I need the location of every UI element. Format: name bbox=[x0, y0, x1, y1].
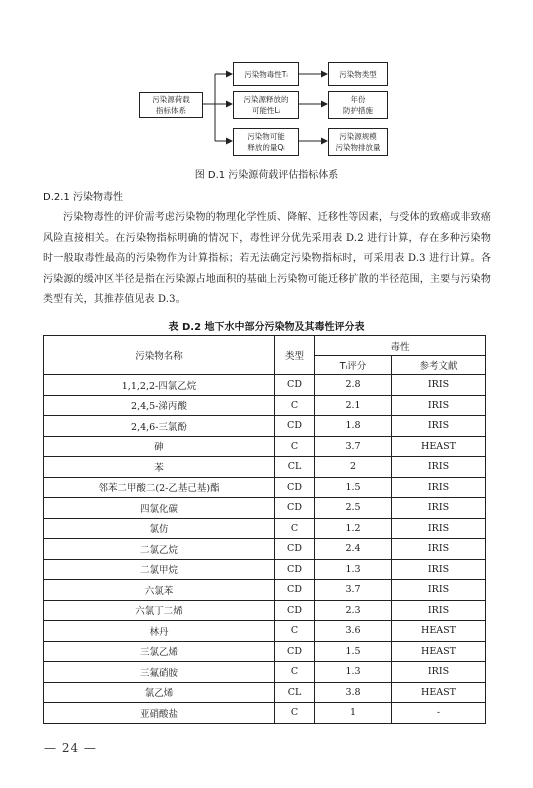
cell-type: CD bbox=[275, 375, 315, 396]
cell-type: CD bbox=[275, 641, 315, 662]
cell-score: 3.7 bbox=[315, 580, 392, 601]
cell-score: 2.5 bbox=[315, 498, 392, 519]
cell-score: 1.2 bbox=[315, 518, 392, 539]
cell-name: 六氯苯 bbox=[44, 580, 275, 601]
cell-reference: IRIS bbox=[392, 539, 486, 560]
cell-type: C bbox=[275, 518, 315, 539]
cell-type: CD bbox=[275, 498, 315, 519]
cell-score: 1 bbox=[315, 703, 392, 724]
cell-score: 1.3 bbox=[315, 662, 392, 683]
cell-name: 六氯丁二烯 bbox=[44, 600, 275, 621]
cell-reference: IRIS bbox=[392, 477, 486, 498]
diagram-box-toxicity: 污染物毒性Tᵢ bbox=[233, 62, 299, 86]
cell-name: 亚硝酸盐 bbox=[44, 703, 275, 724]
cell-score: 3.6 bbox=[315, 621, 392, 642]
diagram-box-amount: 污染物可能 释放的量Qᵢ bbox=[233, 128, 299, 156]
cell-type: CD bbox=[275, 477, 315, 498]
cell-reference: HEAST bbox=[392, 682, 486, 703]
table-row bbox=[44, 682, 486, 703]
cell-score: 2.3 bbox=[315, 600, 392, 621]
cell-name: 三氯乙烯 bbox=[44, 641, 275, 662]
cell-score: 3.7 bbox=[315, 436, 392, 457]
table-row bbox=[44, 703, 486, 724]
figure-caption: 图 D.1 污染源荷载评估指标体系 bbox=[194, 170, 339, 181]
cell-name: 三氟硝胺 bbox=[44, 662, 275, 683]
cell-score: 3.8 bbox=[315, 682, 392, 703]
cell-type: CD bbox=[275, 416, 315, 437]
cell-type: CD bbox=[275, 600, 315, 621]
cell-name: 苯 bbox=[44, 457, 275, 478]
diagram-box-year: 年份 防护措施 bbox=[328, 91, 388, 119]
cell-reference: IRIS bbox=[392, 600, 486, 621]
table-caption: 表 D.2 地下水中部分污染物及其毒性评分表 bbox=[168, 322, 365, 333]
cell-reference: IRIS bbox=[392, 662, 486, 683]
cell-score: 1.8 bbox=[315, 416, 392, 437]
cell-reference: - bbox=[392, 703, 486, 724]
cell-name: 二氯乙烷 bbox=[44, 539, 275, 560]
cell-type: CL bbox=[275, 682, 315, 703]
cell-name: 2,4,5-涕丙酸 bbox=[44, 395, 275, 416]
cell-reference: HEAST bbox=[392, 621, 486, 642]
page-number: — 24 — bbox=[44, 741, 97, 755]
diagram-box-likelihood: 污染源释放的 可能性Lᵢ bbox=[233, 91, 299, 119]
cell-type: C bbox=[275, 395, 315, 416]
cell-score: 2.4 bbox=[315, 539, 392, 560]
table-row bbox=[44, 621, 486, 642]
diagram-box-source: 污染源荷载 指标体系 bbox=[139, 92, 203, 118]
table-body bbox=[44, 375, 486, 724]
cell-type: C bbox=[275, 436, 315, 457]
table-row bbox=[44, 539, 486, 560]
cell-type: C bbox=[275, 621, 315, 642]
cell-reference: IRIS bbox=[392, 416, 486, 437]
body-paragraph: 污染物毒性的评价需考虑污染物的物理化学性质、降解、迁移性等因素，与受体的致癌或非致癌风险直接相关。在污染物指标明确的情况下，毒性评分优先采用表 D.2 进行计算，存在多种污染物时一般取毒性最高的污染物作为计算指标；若无法确定污染物指标时，可采用表 D.3 进行计算。各污染源的缓冲区半径是指在污染源占地面积的基础上污染物可能迁移扩散的半径范围，主要与污染物类型有关，其推荐值见表 D.3。 bbox=[43, 212, 491, 305]
cell-reference: IRIS bbox=[392, 518, 486, 539]
table-row bbox=[44, 498, 486, 519]
cell-reference: IRIS bbox=[392, 580, 486, 601]
cell-reference: IRIS bbox=[392, 375, 486, 396]
table-row bbox=[44, 416, 486, 437]
header-toxicity: 毒性 bbox=[315, 336, 486, 356]
cell-score: 2.8 bbox=[315, 375, 392, 396]
cell-type: CD bbox=[275, 580, 315, 601]
diagram-box-type: 污染物类型 bbox=[328, 62, 388, 86]
table-row bbox=[44, 375, 486, 396]
cell-type: C bbox=[275, 703, 315, 724]
cell-reference: HEAST bbox=[392, 436, 486, 457]
cell-type: CL bbox=[275, 457, 315, 478]
cell-name: 四氯化碳 bbox=[44, 498, 275, 519]
cell-reference: IRIS bbox=[392, 457, 486, 478]
table-row bbox=[44, 641, 486, 662]
header-score: Tᵢ评分 bbox=[315, 356, 392, 375]
cell-name: 氯乙烯 bbox=[44, 682, 275, 703]
cell-name: 林丹 bbox=[44, 621, 275, 642]
table-row bbox=[44, 395, 486, 416]
header-name: 污染物名称 bbox=[44, 336, 275, 375]
table-row bbox=[44, 559, 486, 580]
cell-name: 二氯甲烷 bbox=[44, 559, 275, 580]
cell-name: 1,1,2,2-四氯乙烷 bbox=[44, 375, 275, 396]
diagram-box-scale: 污染源规模 污染物排放量 bbox=[328, 128, 388, 156]
toxicity-table bbox=[43, 335, 486, 724]
indicator-system-diagram bbox=[0, 0, 533, 165]
header-type: 类型 bbox=[275, 336, 315, 375]
cell-type: CD bbox=[275, 559, 315, 580]
cell-type: CD bbox=[275, 539, 315, 560]
table-row bbox=[44, 477, 486, 498]
cell-score: 1.3 bbox=[315, 559, 392, 580]
cell-reference: IRIS bbox=[392, 395, 486, 416]
table-row bbox=[44, 580, 486, 601]
table-row bbox=[44, 662, 486, 683]
cell-type: C bbox=[275, 662, 315, 683]
cell-reference: IRIS bbox=[392, 498, 486, 519]
table-row bbox=[44, 457, 486, 478]
cell-reference: HEAST bbox=[392, 641, 486, 662]
table-row bbox=[44, 600, 486, 621]
cell-score: 1.5 bbox=[315, 477, 392, 498]
cell-name: 氯仿 bbox=[44, 518, 275, 539]
cell-score: 2.1 bbox=[315, 395, 392, 416]
cell-name: 邻苯二甲酸二(2-乙基己基)酯 bbox=[44, 477, 275, 498]
table-row bbox=[44, 518, 486, 539]
table-row bbox=[44, 436, 486, 457]
cell-name: 砷 bbox=[44, 436, 275, 457]
cell-name: 2,4,6-三氯酚 bbox=[44, 416, 275, 437]
cell-score: 1.5 bbox=[315, 641, 392, 662]
cell-reference: IRIS bbox=[392, 559, 486, 580]
cell-score: 2 bbox=[315, 457, 392, 478]
section-heading: D.2.1 污染物毒性 bbox=[43, 192, 123, 203]
header-reference: 参考文献 bbox=[392, 356, 486, 375]
